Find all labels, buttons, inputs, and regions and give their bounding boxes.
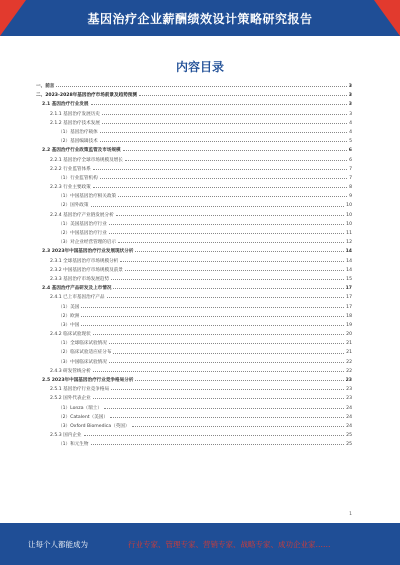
toc-entry-page: 19: [346, 322, 352, 328]
toc-leader-dots: [109, 343, 344, 344]
toc-leader-dots: [118, 242, 344, 243]
toc-entry-page: 7: [349, 166, 352, 172]
toc-leader-dots: [100, 178, 347, 179]
toc-entry-text: （2）国外政策: [58, 203, 89, 209]
toc-leader-dots: [93, 398, 344, 399]
toc-leader-dots: [91, 104, 347, 105]
toc-leader-dots: [100, 132, 347, 133]
toc-entry[interactable]: [36, 413, 352, 422]
toc-entry[interactable]: [36, 330, 352, 339]
toc-entry[interactable]: [36, 82, 352, 91]
toc-entry-text: （1）基因治疗载体: [58, 129, 98, 135]
toc-entry-page: 3: [348, 84, 352, 89]
toc-entry-text: （1）美国: [58, 304, 80, 310]
toc-entry-text: 2.3 2023年中国基因治疗行业发展现状分析: [42, 249, 134, 255]
toc-entry-text: （2）欧洲: [58, 313, 80, 319]
toc-leader-dots: [111, 279, 344, 280]
toc-entry[interactable]: [36, 266, 352, 275]
toc-entry-page: 3: [348, 93, 352, 99]
toc-entry[interactable]: [36, 247, 352, 256]
toc-entry-text: （2）中国基因治疗行业: [58, 231, 107, 236]
toc-entry-page: 17: [346, 295, 352, 301]
toc-entry-text: （2）基因编辑技术: [58, 139, 98, 145]
toc-entry-text: 2.2.1 基因治疗全球市场规模及增长: [50, 157, 123, 163]
toc-entry-text: 2.3.2 中国基因治疗市场规模及前景: [50, 267, 123, 273]
toc-entry-page: 18: [346, 313, 352, 319]
toc-entry[interactable]: [36, 220, 352, 229]
toc-entry-text: 2.4.2 临床试验现状: [50, 332, 91, 338]
toc-entry[interactable]: [36, 385, 352, 394]
toc-leader-dots: [93, 334, 344, 335]
toc-entry-text: 2.5.2 国外代表企业: [50, 396, 91, 402]
toc-entry-text: （3）对企业经营管理的启示: [58, 240, 117, 246]
toc-entry-page: 5: [349, 139, 352, 145]
report-header: [0, 0, 400, 36]
toc-entry[interactable]: [36, 339, 352, 348]
toc-entry[interactable]: [36, 293, 352, 302]
toc-entry-page: 14: [346, 258, 352, 264]
toc-entry[interactable]: [36, 348, 352, 357]
toc-entry[interactable]: [36, 192, 352, 201]
toc-leader-dots: [56, 86, 346, 87]
toc-entry-page: 17: [345, 286, 352, 292]
toc-leader-dots: [120, 261, 344, 262]
toc-entry[interactable]: [36, 376, 352, 385]
toc-entry-text: 2.5.1 基因治疗行业竞争格局: [50, 387, 110, 393]
toc-leader-dots: [107, 297, 345, 298]
toc-leader-dots: [81, 316, 344, 317]
report-title: 基因治疗企业薪酬绩效设计策略研究报告: [87, 12, 313, 26]
toc-entry-text: 2.4.1 已上市基因治疗产品: [50, 295, 105, 301]
toc-leader-dots: [91, 206, 345, 207]
report-footer: [0, 523, 400, 565]
toc-leader-dots: [102, 123, 347, 124]
toc-entry-text: （1）中国基因治疗相关政策: [58, 194, 117, 200]
toc-entry-page: 15: [346, 276, 352, 282]
toc-entry-page: 10: [346, 221, 352, 227]
toc-leader-dots: [113, 353, 344, 354]
toc-leader-dots: [84, 435, 345, 436]
toc-entry[interactable]: [36, 312, 352, 321]
toc-leader-dots: [109, 224, 344, 225]
toc-leader-dots: [91, 444, 345, 445]
toc-entry-text: （1）和元生物: [58, 442, 89, 448]
toc-entry-page: 4: [349, 129, 352, 135]
toc-leader-dots: [104, 408, 344, 409]
toc-leader-dots: [93, 187, 347, 188]
toc-entry-page: 6: [349, 157, 352, 163]
toc-entry[interactable]: [36, 100, 352, 109]
toc-entry[interactable]: [36, 229, 352, 238]
toc-entry-text: 2.2.2 行业监管体系: [50, 166, 91, 172]
toc-entry-page: 9: [349, 194, 352, 200]
toc-leader-dots: [123, 150, 347, 151]
toc-entry-text: 2.1.2 基因治疗技术发展: [50, 120, 100, 126]
toc-leader-dots: [81, 307, 344, 308]
toc-entry[interactable]: [36, 321, 352, 330]
toc-entry[interactable]: [36, 422, 352, 431]
table-of-contents: [36, 82, 352, 450]
toc-entry-page: 25: [346, 433, 352, 439]
toc-entry-page: 24: [346, 423, 352, 429]
toc-entry-text: 2.3.1 全球基因治疗市场规模分析: [50, 258, 119, 264]
footer-slogan: 让每个人都能成为: [28, 540, 88, 549]
toc-leader-dots: [118, 196, 347, 197]
toc-leader-dots: [111, 389, 344, 390]
toc-entry[interactable]: [36, 238, 352, 247]
toc-leader-dots: [109, 362, 344, 363]
toc-entry-page: 11: [346, 231, 352, 236]
toc-entry-text: （3）中国临床试验情况: [58, 359, 107, 365]
toc-entry-text: 2.2 基因治疗行业政策监管及市场规模: [42, 148, 121, 154]
toc-leader-dots: [139, 95, 347, 96]
toc-entry-page: 25: [346, 442, 352, 448]
toc-entry[interactable]: [36, 367, 352, 376]
toc-entry[interactable]: [36, 431, 352, 440]
toc-entry[interactable]: [36, 284, 352, 293]
toc-entry-text: （1）全球临床试验情况: [58, 341, 107, 347]
toc-entry[interactable]: [36, 119, 352, 128]
toc-entry[interactable]: [36, 303, 352, 312]
toc-entry[interactable]: [36, 211, 352, 220]
toc-entry-page: 3: [349, 111, 352, 117]
toc-leader-dots: [125, 270, 344, 271]
toc-entry-page: 3: [348, 102, 352, 108]
toc-entry[interactable]: [36, 358, 352, 367]
footer-tags: 行业专家、管理专家、营销专家、战略专家、成功企业家……: [128, 540, 331, 549]
toc-entry[interactable]: [36, 146, 352, 155]
toc-entry-text: 2.5.3 国内企业: [50, 433, 82, 439]
toc-entry-text: 2.4 基因治疗产品研发及上市情况: [42, 286, 112, 292]
toc-entry-page: 10: [346, 203, 352, 209]
toc-entry[interactable]: [36, 394, 352, 403]
toc-entry-page: 23: [346, 396, 352, 402]
toc-entry-text: 2.1 基因治疗行业发展: [42, 102, 89, 108]
toc-entry-page: 21: [346, 350, 352, 356]
toc-heading: 内容目录: [175, 60, 224, 74]
toc-entry[interactable]: [36, 110, 352, 119]
toc-entry-text: （2）临床试验适应症分布: [58, 350, 112, 356]
toc-entry-text: （3）Oxford Biomedica（英国）: [58, 423, 130, 429]
toc-entry-text: （3）中国: [58, 322, 80, 328]
toc-leader-dots: [100, 141, 347, 142]
toc-entry-page: 23: [346, 387, 352, 393]
toc-leader-dots: [93, 371, 344, 372]
toc-entry[interactable]: [36, 91, 352, 100]
toc-entry-page: 14: [346, 267, 352, 273]
toc-entry-page: 20: [346, 332, 352, 338]
toc-entry[interactable]: [36, 165, 352, 174]
toc-entry-page: 24: [346, 414, 352, 420]
toc-leader-dots: [125, 160, 347, 161]
toc-entry-page: 10: [346, 212, 352, 218]
toc-leader-dots: [110, 417, 344, 418]
toc-entry[interactable]: [36, 128, 352, 137]
toc-entry-page: 6: [348, 148, 352, 154]
toc-entry-page: 17: [346, 304, 352, 310]
toc-entry-text: 2.3.3 基因治疗市场发展趋势: [50, 276, 110, 282]
toc-entry-text: 二、2023-2028年基因治疗市场前景及趋势预测: [36, 93, 137, 99]
toc-entry[interactable]: [36, 156, 352, 165]
toc-entry[interactable]: [36, 201, 352, 210]
toc-leader-dots: [109, 233, 344, 234]
toc-entry[interactable]: [36, 137, 352, 146]
toc-entry[interactable]: [36, 404, 352, 413]
toc-entry-page: 8: [349, 185, 352, 191]
toc-entry[interactable]: [36, 275, 352, 284]
toc-entry-page: 23: [345, 378, 352, 383]
toc-leader-dots: [135, 251, 343, 252]
toc-entry-text: 2.5 2023年中国基因治疗行业竞争格局分析: [42, 378, 134, 383]
toc-entry-page: 14: [345, 249, 352, 255]
toc-entry-page: 4: [349, 120, 352, 126]
page-number: 1: [349, 512, 352, 517]
toc-entry-text: （2）Catalent（美国）: [58, 414, 108, 420]
toc-leader-dots: [102, 114, 347, 115]
toc-leader-dots: [113, 288, 343, 289]
toc-entry-text: （1）行业监管机构: [58, 175, 98, 181]
toc-entry-text: 2.4.3 研发管线分析: [50, 368, 91, 374]
toc-entry-page: 24: [346, 405, 352, 411]
toc-entry[interactable]: [36, 257, 352, 266]
toc-leader-dots: [116, 215, 344, 216]
toc-leader-dots: [132, 426, 345, 427]
toc-entry[interactable]: [36, 174, 352, 183]
toc-leader-dots: [93, 169, 347, 170]
toc-leader-dots: [81, 325, 344, 326]
toc-entry-page: 12: [346, 240, 352, 246]
toc-entry-text: 2.1.1 基因治疗发展历史: [50, 111, 100, 117]
toc-entry-text: 一、前言: [36, 84, 55, 89]
toc-entry-page: 22: [346, 359, 352, 365]
toc-entry-text: 2.2.3 行业主要政策: [50, 185, 91, 191]
toc-entry-page: 7: [349, 175, 352, 181]
toc-entry-text: （1）美国基因治疗行业: [58, 221, 107, 227]
toc-leader-dots: [135, 380, 343, 381]
toc-entry-page: 21: [346, 341, 352, 347]
toc-entry-text: 2.2.4 基因治疗产业链发展分析: [50, 212, 114, 218]
toc-entry[interactable]: [36, 440, 352, 449]
toc-entry[interactable]: [36, 183, 352, 192]
toc-entry-text: （1）Lonza（瑞士）: [58, 405, 102, 411]
toc-entry-page: 22: [346, 368, 352, 374]
